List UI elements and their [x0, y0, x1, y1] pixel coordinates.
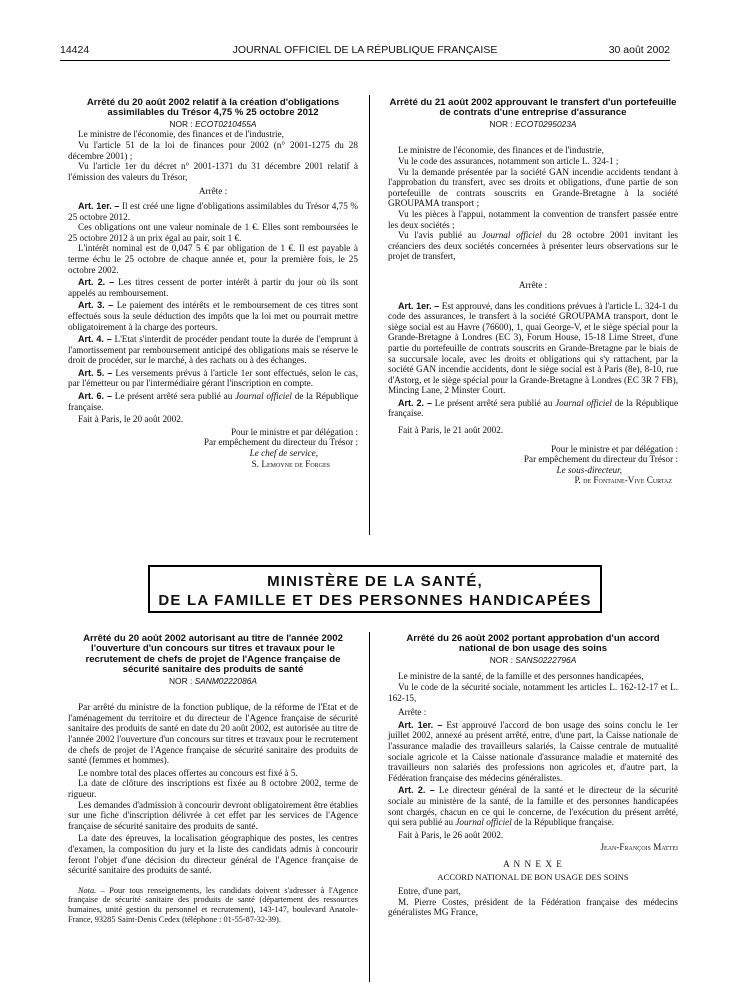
page-number: 14424 [60, 44, 90, 56]
article-1: Art. 1er. – Il est créé une ligne d'obligations assimilables du Trésor 4,75 % 25 octobre 2012. [68, 200, 358, 222]
signature-line: Le sous-directeur, [556, 464, 622, 475]
nor-reference: NOR : SANM0222086A [169, 675, 257, 686]
article-concours-afssaps [68, 634, 358, 924]
signature-line: Pour le ministre et par délégation : [550, 443, 678, 454]
article-2: Art. 2. – Le présent arrêté sera publié au Journal officiel de la République française. [388, 397, 679, 419]
column-divider-bottom [369, 632, 370, 982]
paragraph: Vu la demande présentée par la société GAN incendie accidents tendant à l'approbation du transfert, avec ses droits et obligations, d'une partie de son portefeuille de contrats souscrits en Grande-Bretagne à la société GROUPAMA transport ; [388, 166, 678, 209]
article-accord-bon-usage [388, 634, 678, 918]
article-6: Art. 6. – Le présent arrêté sera publié au Journal officiel de la République française. [68, 391, 359, 412]
signature-line: Pour le ministre et par délégation : [230, 426, 358, 437]
arrete-heading: Arrête : [518, 279, 548, 290]
paragraph: Vu le code des assurances, notamment son article L. 324-1 ; [398, 156, 619, 166]
header-rule [60, 60, 670, 61]
paragraph: Vu le code de la sécurité sociale, notamment les articles L. 162-12-17 et L. 162-15, [388, 682, 678, 703]
article-title: Arrêté du 26 août 2002 portant approbation d'un accord national de bon usage des soins [406, 633, 660, 655]
accord-heading: ACCORD NATIONAL DE BON USAGE DES SOINS [437, 871, 629, 882]
journal-title: JOURNAL OFFICIEL DE LA RÉPUBLIQUE FRANÇAISE [232, 44, 498, 56]
paragraph: Entre, d'une part, [398, 886, 461, 897]
nor-reference: NOR : ECOT0295023A [489, 118, 577, 129]
issue-date: 30 août 2002 [608, 44, 670, 56]
paragraph: Vu l'article 51 de la loi de finances pour 2002 (n° 2001-1275 du 28 décembre 2001) ; [68, 140, 358, 161]
signatory-name: P. de Fontaine-Vive Curtaz [574, 475, 672, 486]
arrete-heading: Arrête : [398, 707, 427, 718]
arrete-heading: Arrête : [198, 186, 228, 197]
page-header [60, 40, 670, 56]
paragraph: L'intérêt nominal est de 0,047 5 € par obligation de 1 €. Il est payable à terme échu le 25 octobre de chaque année et, pour la première fois, le 25 octobre 2002. [68, 243, 358, 275]
article-1: Art. 1er. – Est approuvé l'accord de bon usage des soins conclu le 1er juillet 2002, annexé au présent arrêté, entre, d'une part, la Caisse nationale de l'assurance maladie des travailleurs salariés, la Caisse centrale de mutualité sociale agricole et la Caisse nationale d'assurance maladie et maternité des travailleurs non salariés des professions non agricoles et, d'autre part, la Fédération française des médecins généralistes. [388, 719, 678, 783]
ministry-line-2: DE LA FAMILLE ET DES PERSONNES HANDICAPÉES [158, 592, 592, 609]
fait-a-paris: Fait à Paris, le 21 août 2002. [398, 425, 504, 436]
fait-a-paris: Fait à Paris, le 26 août 2002. [398, 829, 504, 840]
article-transfert-portefeuille [388, 98, 678, 486]
paragraph: La date de clôture des inscriptions est fixée au 8 octobre 2002, terme de rigueur. [68, 778, 358, 799]
nor-reference: NOR : ECOT0210455A [169, 118, 257, 129]
article-title: Arrêté du 20 août 2002 relatif à la création d'obligations assimilables du Trésor 4,75 % 25 octobre 2012 [86, 97, 340, 119]
column-divider-top [369, 95, 370, 535]
ministry-line-1: MINISTÈRE DE LA SANTÉ, [267, 573, 483, 590]
article-title: Arrêté du 20 août 2002 autorisant au titre de l'année 2002 l'ouverture d'un concours sur titres et travaux pour le recrutement de chefs de projet de l'Agence française de sécurité sanitaire des produits de santé [83, 633, 343, 676]
paragraph: Par arrêté du ministre de la fonction publique, de la réforme de l'Etat et de l'aménagement du territoire et du directeur de l'Agence française de sécurité sanitaire des produits de santé en date du 20 août 2002, est autorisée au titre de l'année 2002 l'ouverture d'un concours sur titres et travaux pour le recrutement de chefs de projet de l'Agence française de sécurité sanitaire des produits de santé (femmes et hommes). [68, 702, 358, 766]
signatory-name: Jean-François Mattei [600, 842, 678, 853]
paragraph: Le ministre de l'économie, des finances et de l'industrie, [398, 145, 604, 156]
article-oat-2012 [68, 98, 358, 469]
paragraph: Le ministre de l'économie, des finances et de l'industrie, [78, 129, 284, 140]
article-2: Art. 2. – Les titres cessent de porter intérêt à partir du jour où ils sont appelés au remboursement. [68, 277, 359, 298]
article-4: Art. 4. – L'Etat s'interdit de procéder pendant toute la durée de l'emprunt à l'amortissement par remboursement anticipé des obligations mais se réserve le droit de procéder, sur le marché, à des rachats ou à des échanges. [68, 334, 359, 366]
article-2: Art. 2. – Le directeur général de la santé et le directeur de la sécurité sociale au ministère de la santé, de la famille et des personnes handicapées sont chargés, chacun en ce qui le concerne, de l'exécution du présent arrêté, qui sera publié au Journal officiel de la République française. [388, 785, 679, 828]
fait-a-paris: Fait à Paris, le 20 août 2002. [78, 414, 184, 425]
signature-line: Par empêchement du directeur du Trésor : [523, 454, 678, 465]
nor-reference: NOR : SANS0222796A [489, 654, 577, 665]
paragraph: Vu l'article 1er du décret n° 2001-1371 du 31 décembre 2001 relatif à l'émission des valeurs du Trésor, [68, 161, 358, 182]
ministry-banner [148, 565, 602, 613]
signature-line: Le chef de service, [249, 448, 318, 459]
article-1: Art. 1er. – Est approuvé, dans les conditions prévues à l'article L. 324-1 du code des assurances, le transfert à la société GROUPAMA transport, dont le siège social est au Havre (76600), 1, quai George-V, et le siège spécial pour la Grande-Bretagne à Londres (EC 3), Forum House, 15-18 Lime Street, d'une partie du portefeuille de contrats souscrits en Grande-Bretagne par le biais de sa succursale locale, avec les droits et obligations qui s'y rattachent, par la société GAN incendie accidents, dont le siège social est à Paris (8e), 8-10, rue d'Astorg, et le siège spécial pour la Grande-Bretagne à Londres (EC 3R 7 FB), Mincing Lane, 2 Minster Court. [388, 300, 678, 396]
paragraph: Le nombre total des places offertes au concours est fixé à 5. [78, 767, 298, 778]
paragraph: La date des épreuves, la localisation géographique des postes, les centres d'examen, la composition du jury et la liste des candidats admis à concourir feront l'objet d'une décision du directeur général de l'Agence française de sécurité sanitaire des produits de santé. [68, 833, 358, 876]
paragraph: Ces obligations ont une valeur nominale de 1 €. Elles sont remboursées le 25 octobre 2012 à un prix égal au pair, soit 1 €. [68, 222, 358, 243]
article-title: Arrêté du 21 août 2002 approuvant le transfert d'un portefeuille de contrats d'une entreprise d'assurance [389, 97, 677, 119]
signature-line: Par empêchement du directeur du Trésor : [203, 437, 358, 448]
paragraph: Le ministre de la santé, de la famille et des personnes handicapées, [398, 671, 644, 682]
signatory-name: S. Lemoyne de Forges [251, 458, 330, 469]
paragraph: Les demandes d'admission à concourir devront obligatoirement être établies sur une fiche d'inscription délivrée à cet effet par les services de l'Agence française de sécurité sanitaire des produits de santé. [68, 799, 358, 831]
paragraph: Vu les pièces à l'appui, notamment la convention de transfert passée entre les deux sociétés ; [388, 208, 678, 230]
paragraph: M. Pierre Costes, président de la Fédération française des médecins généralistes MG France, [388, 896, 678, 918]
nota: Nota. – Pour tous renseignements, les candidats doivent s'adresser à l'Agence française de sécurité sanitaire des produits de santé (département des ressources humaines, unité gestion du personnel et recrutement), 143-147, boulevard Anatole-France, 93285 Saint-Denis Cedex (téléphone : 01-55-87-32-39). [68, 885, 358, 924]
article-3: Art. 3. – Le paiement des intérêts et le remboursement de ces titres sont effectués sous la seule déduction des impôts que la loi met ou pourrait mettre obligatoirement à la charge des porteurs. [68, 300, 359, 332]
paragraph: Vu l'avis publié au Journal officiel du 28 octobre 2001 invitant les créanciers des deux sociétés concernées à présenter leurs observations sur le projet de transfert, [388, 230, 679, 262]
article-5: Art. 5. – Les versements prévus à l'article 1er sont effectués, selon le cas, par l'émetteur ou par l'intermédiaire gérant l'inscription en compte. [68, 367, 359, 389]
annexe-heading: A N N E X E [503, 858, 563, 869]
